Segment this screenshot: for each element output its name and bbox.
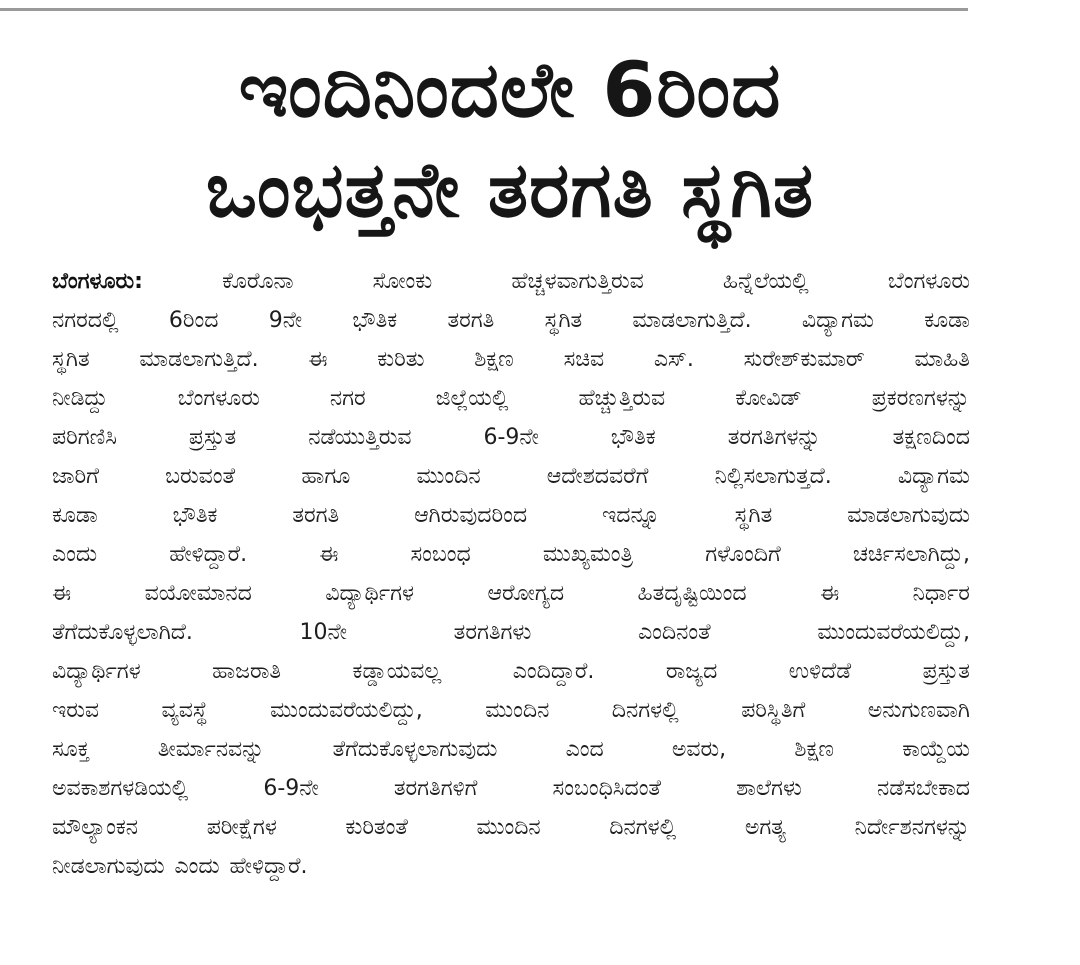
article-line [52, 574, 970, 613]
article-line [52, 457, 970, 496]
article-word: ಆದೇಶದವರೆಗೆ [546, 464, 649, 489]
article-word: ಹೇಳಿದ್ದಾರೆ. [229, 854, 308, 879]
article-word: ಅಗತ್ಯ [744, 815, 786, 840]
article-word: ಕುರಿತು [377, 347, 425, 372]
article-word: ಅವಕಾಶಗಳಡಿಯಲ್ಲಿ [52, 776, 189, 801]
dateline: ಬೆಂಗಳೂರು: [52, 269, 143, 294]
article-word: ಹೇಳಿದ್ದಾರೆ. [169, 542, 248, 567]
article-word: ಅನುಗುಣವಾಗಿ [867, 698, 970, 723]
article-line [52, 418, 970, 457]
article-word: ಸೂಕ್ತ [52, 737, 90, 762]
article-word: ಬರುವಂತೆ [165, 464, 236, 489]
article-word: ಪರಿಸ್ಥಿತಿಗೆ [741, 698, 806, 723]
article-word: ಭೌತಿಕ [610, 425, 656, 450]
article-word: ವಯೋಮಾನದ [144, 581, 252, 606]
article-word: ಮುಂದುವರೆಯಲಿದ್ದು, [817, 620, 970, 645]
article-word: ಹಾಗೂ [301, 464, 351, 489]
article-word: ಹೆಚ್ಚಳವಾಗುತ್ತಿರುವ [511, 269, 644, 294]
article-word: ಕೊರೊನಾ [222, 269, 294, 294]
article-line [52, 496, 970, 535]
headline [40, 40, 980, 240]
headline-line-2: ಒಂಭತ್ತನೇ ತರಗತಿ ಸ್ಥಗಿತ [205, 145, 815, 234]
article-word: ಭೌತಿಕ [172, 503, 218, 528]
article-word: ಎಂದ [565, 737, 604, 762]
article-word: ಸುರೇಶ್‌ಕುಮಾರ್ [743, 347, 865, 372]
article-word: ನಿರ್ಧಾರ [912, 581, 970, 606]
article-word: ಸ್ಥಗಿತ [734, 503, 773, 528]
article-word: ತೆಗೆದುಕೊಳ್ಳಲಾಗಿದೆ. [52, 620, 193, 645]
article-line [52, 730, 970, 769]
article-word: ಭೌತಿಕ [352, 308, 398, 333]
article-line [52, 847, 970, 886]
article-word: ಬೆಂಗಳೂರು [887, 269, 970, 294]
article-word: ವಿದ್ಯಾರ್ಥಿಗಳ [325, 581, 415, 606]
article-word: 6-9ನೇ [483, 425, 539, 450]
article-line [52, 613, 970, 652]
article-word: ದಿನಗಳಲ್ಲಿ [609, 815, 677, 840]
article-word: 10ನೇ [299, 620, 347, 645]
article-word: ಈ [319, 542, 339, 567]
article-word: ಮೌಲ್ಯಾಂಕನ [52, 815, 139, 840]
article-line [52, 262, 970, 301]
headline-line-1: ಇಂದಿನಿಂದಲೇ 6ರಿಂದ [238, 45, 782, 134]
article-word: ಸ್ಥಗಿತ [544, 308, 583, 333]
article-word: ಹೆಚ್ಚುತ್ತಿರುವ [578, 386, 666, 411]
article-word: ತರಗತಿ [447, 308, 495, 333]
article-word: ಮಾಡಲಾಗುವುದು [847, 503, 970, 528]
article-word: ನಿಲ್ಲಿಸಲಾಗುತ್ತದೆ. [714, 464, 832, 489]
article-word: ಸ್ಥಗಿತ [52, 347, 90, 372]
article-word: ಮುಂದುವರೆಯಲಿದ್ದು, [270, 698, 423, 723]
article-word: ಆಗಿರುವುದರಿಂದ [414, 503, 528, 528]
article-word: ಎಂದಿನಂತೆ [638, 620, 711, 645]
article-word: 9ನೇ [268, 308, 303, 333]
article-word: ಜಾರಿಗೆ [52, 464, 99, 489]
top-rule [0, 8, 968, 11]
article-word: ಈ [308, 347, 328, 372]
article-word: ಕೂಡಾ [924, 308, 970, 333]
article-word: ವಿದ್ಯಾಗಮ [897, 464, 970, 489]
article-word: ಪ್ರಸ್ತುತ [922, 659, 970, 684]
article-word: ಸೋಂಕು [372, 269, 433, 294]
article-word: ಕುರಿತಂತೆ [345, 815, 408, 840]
article-word: ತರಗತಿ [292, 503, 340, 528]
article-word: ಕೋವಿಡ್ [735, 386, 802, 411]
article-word: ತೀರ್ಮಾನವನ್ನು [157, 737, 265, 762]
article-body [52, 262, 970, 962]
article-word: ಅವರು, [671, 737, 727, 762]
article-word: ನೀಡಿದ್ದು [52, 386, 108, 411]
article-word: ನೀಡಲಾಗುವುದು [52, 854, 165, 879]
article-word: ಸಂಬಂಧಿಸಿದಂತೆ [552, 776, 661, 801]
article-word: ಸಚಿವ [563, 347, 605, 372]
article-word: ಈ [52, 581, 72, 606]
article-word: ಜಿಲ್ಲೆಯಲ್ಲಿ [435, 386, 509, 411]
article-word: ಚರ್ಚಿಸಲಾಗಿದ್ದು, [852, 542, 970, 567]
article-word: ಕಡ್ಡಾಯವಲ್ಲ [352, 659, 442, 684]
article-word: ಎಂದು [52, 542, 98, 567]
article-word: ದಿನಗಳಲ್ಲಿ [611, 698, 679, 723]
article-word: ವಿದ್ಯಾಗಮ [801, 308, 874, 333]
article-word: ವಿದ್ಯಾರ್ಥಿಗಳ [52, 659, 141, 684]
article-word: ತೆಗೆದುಕೊಳ್ಳಲಾಗುವುದು [332, 737, 498, 762]
article-word: ಆರೋಗ್ಯದ [487, 581, 565, 606]
article-word: 6ರಿಂದ [168, 308, 219, 333]
article-word: ಹಿತದೃಷ್ಟಿಯಿಂದ [637, 581, 747, 606]
article-word: ತರಗತಿಗಳನ್ನು [727, 425, 821, 450]
article-word: ಪ್ರಸ್ತುತ [188, 425, 237, 450]
article-word: ಇದನ್ನೂ [601, 503, 660, 528]
article-word: ತರಗತಿಗಳು [453, 620, 532, 645]
article-word: ಹಾಜರಾತಿ [212, 659, 282, 684]
article-word: ಮಾಡಲಾಗುತ್ತಿದೆ. [139, 347, 259, 372]
article-word: ಮಾಹಿತಿ [914, 347, 970, 372]
article-word: ತರಗತಿಗಳಿಗೆ [393, 776, 478, 801]
article-line [52, 340, 970, 379]
article-line [52, 535, 970, 574]
article-word: ಎಂದು [174, 854, 220, 879]
article-word: ಶಾಲೆಗಳು [736, 776, 802, 801]
article-word: ಶಿಕ್ಷಣ [794, 737, 834, 762]
article-word: ಮುಂದಿನ [476, 815, 541, 840]
article-word: ಶಿಕ್ಷಣ [474, 347, 514, 372]
article-word: ನಗರ [329, 386, 366, 411]
article-word: ನಡೆಸಬೇಕಾದ [877, 776, 970, 801]
article-word: ಪರಿಗಣಿಸಿ [52, 425, 117, 450]
article-word: ಬೆಂಗಳೂರು [177, 386, 260, 411]
article-word: ರಾಜ್ಯದ [665, 659, 718, 684]
article-line [52, 652, 970, 691]
article-word: ಮುಂದಿನ [416, 464, 481, 489]
article-line [52, 379, 970, 418]
article-word: ಎಂದಿದ್ದಾರೆ. [512, 659, 595, 684]
article-word: ನಿರ್ದೇಶನಗಳನ್ನು [854, 815, 970, 840]
article-word: ವ್ಯವಸ್ಥೆ [161, 698, 208, 723]
article-word: ಹಿನ್ನೆಲೆಯಲ್ಲಿ [722, 269, 809, 294]
article-word: ತಕ್ಷಣದಿಂದ [892, 425, 970, 450]
article-word: ಪರೀಕ್ಷೆಗಳ [206, 815, 277, 840]
article-word: ನಡೆಯುತ್ತಿರುವ [308, 425, 412, 450]
article-word: ಕಾಯ್ದೆಯ [902, 737, 970, 762]
article-word: ಎಸ್. [653, 347, 694, 372]
article-word: ಮುಖ್ಯಮಂತ್ರಿ [542, 542, 634, 567]
article-line [52, 769, 970, 808]
article-word: ಗಳೊಂದಿಗೆ [705, 542, 781, 567]
article-word: ಉಳಿದೆಡೆ [788, 659, 852, 684]
article-line [52, 691, 970, 730]
article-word: ನಗರದಲ್ಲಿ [52, 308, 119, 333]
article-word: ಕೂಡಾ [52, 503, 98, 528]
article-word: ಈ [820, 581, 840, 606]
article-word: ಮುಂದಿನ [485, 698, 550, 723]
article-word: ಮಾಡಲಾಗುತ್ತಿದೆ. [632, 308, 752, 333]
article-word: ಸಂಬಂಧ [410, 542, 471, 567]
article-line [52, 301, 970, 340]
article-word: ಇರುವ [52, 698, 100, 723]
article-word: 6-9ನೇ [263, 776, 319, 801]
article-word: ಪ್ರಕರಣಗಳನ್ನು [871, 386, 970, 411]
article-line [52, 808, 970, 847]
